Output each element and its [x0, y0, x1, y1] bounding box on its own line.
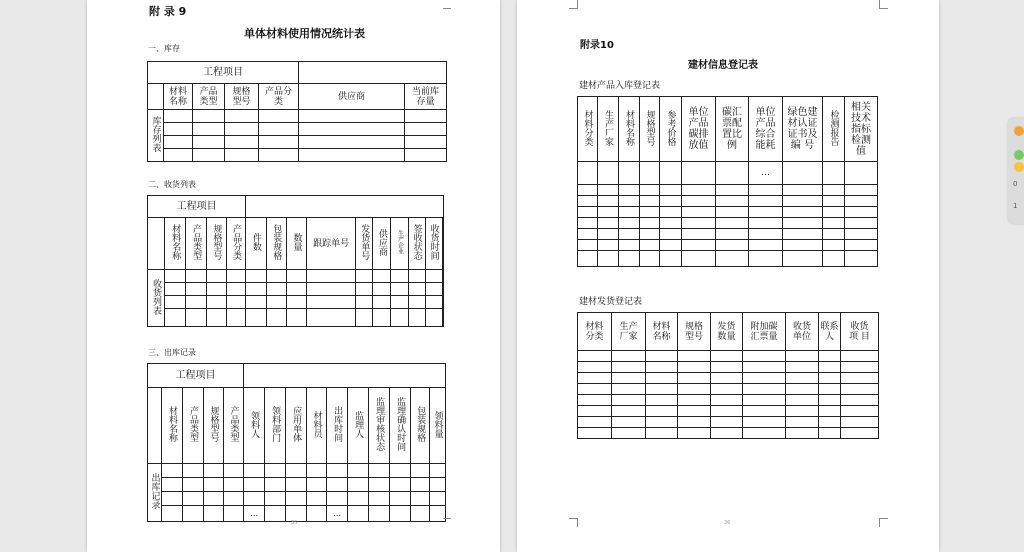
col-header: 数量 [291, 233, 302, 251]
ellipsis: … [244, 506, 265, 522]
col-header: 领料量 [432, 410, 443, 438]
document-page-right [517, 0, 939, 552]
col-header: 产品类型 [191, 224, 202, 260]
col-header: 供应商 [299, 84, 405, 110]
col-header: 单位 产品 碳排 放值 [682, 97, 716, 162]
col-header: 产品 类型 [193, 84, 225, 110]
col-header: 发货单号 [359, 224, 370, 260]
col-header: 生产 厂家 [612, 313, 646, 351]
col-header: 规格型号 [208, 406, 219, 442]
receipt-table [147, 195, 444, 327]
col-header: 跟踪单号 [307, 218, 356, 270]
col-header: 领料部门 [270, 406, 281, 442]
col-header: 规格型号 [211, 224, 222, 260]
document-page-left [87, 0, 500, 552]
col-header: 规格 型号 [678, 313, 711, 351]
col-header: 材料分类 [582, 109, 593, 146]
stock-in-register-table [577, 96, 878, 267]
col-header: 材料名称 [167, 406, 177, 442]
col-header: 出库时间 [332, 406, 343, 442]
page-number: 36 [724, 520, 731, 526]
col-header: 包装规格 [415, 406, 426, 442]
shipment-register-table [577, 312, 879, 439]
col-header: 收货 单位 [786, 313, 819, 351]
appendix-title: 附 录 9 [149, 5, 187, 18]
document-title: 建材信息登记表 [688, 60, 758, 71]
inventory-table [147, 61, 447, 162]
col-header: 材料名称 [170, 224, 181, 260]
col-header: 产品分 类 [259, 84, 299, 110]
col-header: 材料名称 [624, 109, 634, 146]
ellipsis: … [327, 506, 348, 522]
project-label: 工程项目 [148, 196, 246, 218]
col-header: 供应商 [376, 228, 387, 256]
col-header: 单位 产品 综合 能耗 [749, 97, 783, 162]
col-header: 生产厂家 [603, 109, 613, 146]
col-header: 材料 分类 [578, 313, 612, 351]
col-header: 碳汇 票配 置比 例 [716, 97, 749, 162]
ellipsis: … [749, 162, 783, 185]
outbound-table [147, 363, 446, 522]
col-header [443, 229, 444, 256]
col-header: 收货时间 [428, 224, 439, 260]
col-header: 参考价格 [665, 109, 676, 146]
col-header: 应用单体 [291, 406, 302, 442]
col-header: 产品类型 [228, 406, 239, 442]
col-header: 包装规格 [271, 224, 282, 260]
col-header: 联系 人 [819, 313, 841, 351]
col-header: 相关 技术 指标 检测 值 [845, 97, 878, 162]
green-icon[interactable] [1014, 150, 1024, 160]
col-header: 当前库 存量 [405, 84, 447, 110]
col-header: 领料人 [249, 410, 260, 438]
col-header: 材料员 [311, 410, 322, 438]
col-header: 检测报告 [828, 109, 839, 146]
col-header: 发货 数量 [711, 313, 743, 351]
col-header: 规格 型号 [225, 84, 259, 110]
col-header: 收货 项 目 [841, 313, 879, 351]
section-heading: 建材发货登记表 [579, 297, 643, 307]
col-header: 绿色建 材认证 证书及 编 号 [783, 97, 823, 162]
appendix-title: 附录10 [580, 40, 614, 51]
section-heading: 二、收货列表 [148, 180, 196, 189]
col-header: 监理确认时间 [395, 397, 406, 451]
col-header: 监理审核状态 [374, 397, 385, 451]
col-header: 附加碳 汇票量 [743, 313, 786, 351]
col-header: 材料 名称 [646, 313, 678, 351]
row-side-label: 库存列表 [150, 116, 161, 152]
page-number: 35 [291, 520, 298, 526]
col-header: 监理人 [353, 410, 364, 438]
side-label: 1 [1013, 202, 1018, 210]
row-side-label: 收货列表 [151, 278, 162, 315]
col-header: 签收状态 [411, 224, 422, 260]
floating-side-toolbar[interactable] [1008, 118, 1024, 224]
section-heading: 三、出库记录 [148, 348, 196, 357]
col-header: 规格型号 [644, 109, 655, 146]
side-label: 0 [1013, 180, 1018, 188]
col-header: 生产企业 [396, 229, 404, 254]
col-header: 产品分类 [231, 224, 242, 260]
project-label: 工程项目 [148, 62, 299, 84]
col-header: 件数 [250, 233, 261, 251]
orange-icon[interactable] [1014, 126, 1024, 136]
row-side-label: 出库记录 [149, 473, 160, 509]
section-heading: 一、库存 [148, 44, 180, 53]
document-title: 单体材料使用情况统计表 [244, 27, 365, 40]
yellow-icon[interactable] [1014, 162, 1024, 172]
section-heading: 建材产品入库登记表 [579, 81, 661, 91]
col-header: 产品类型 [188, 406, 198, 442]
project-label: 工程项目 [148, 364, 244, 388]
col-header: 材料 名称 [164, 84, 193, 110]
